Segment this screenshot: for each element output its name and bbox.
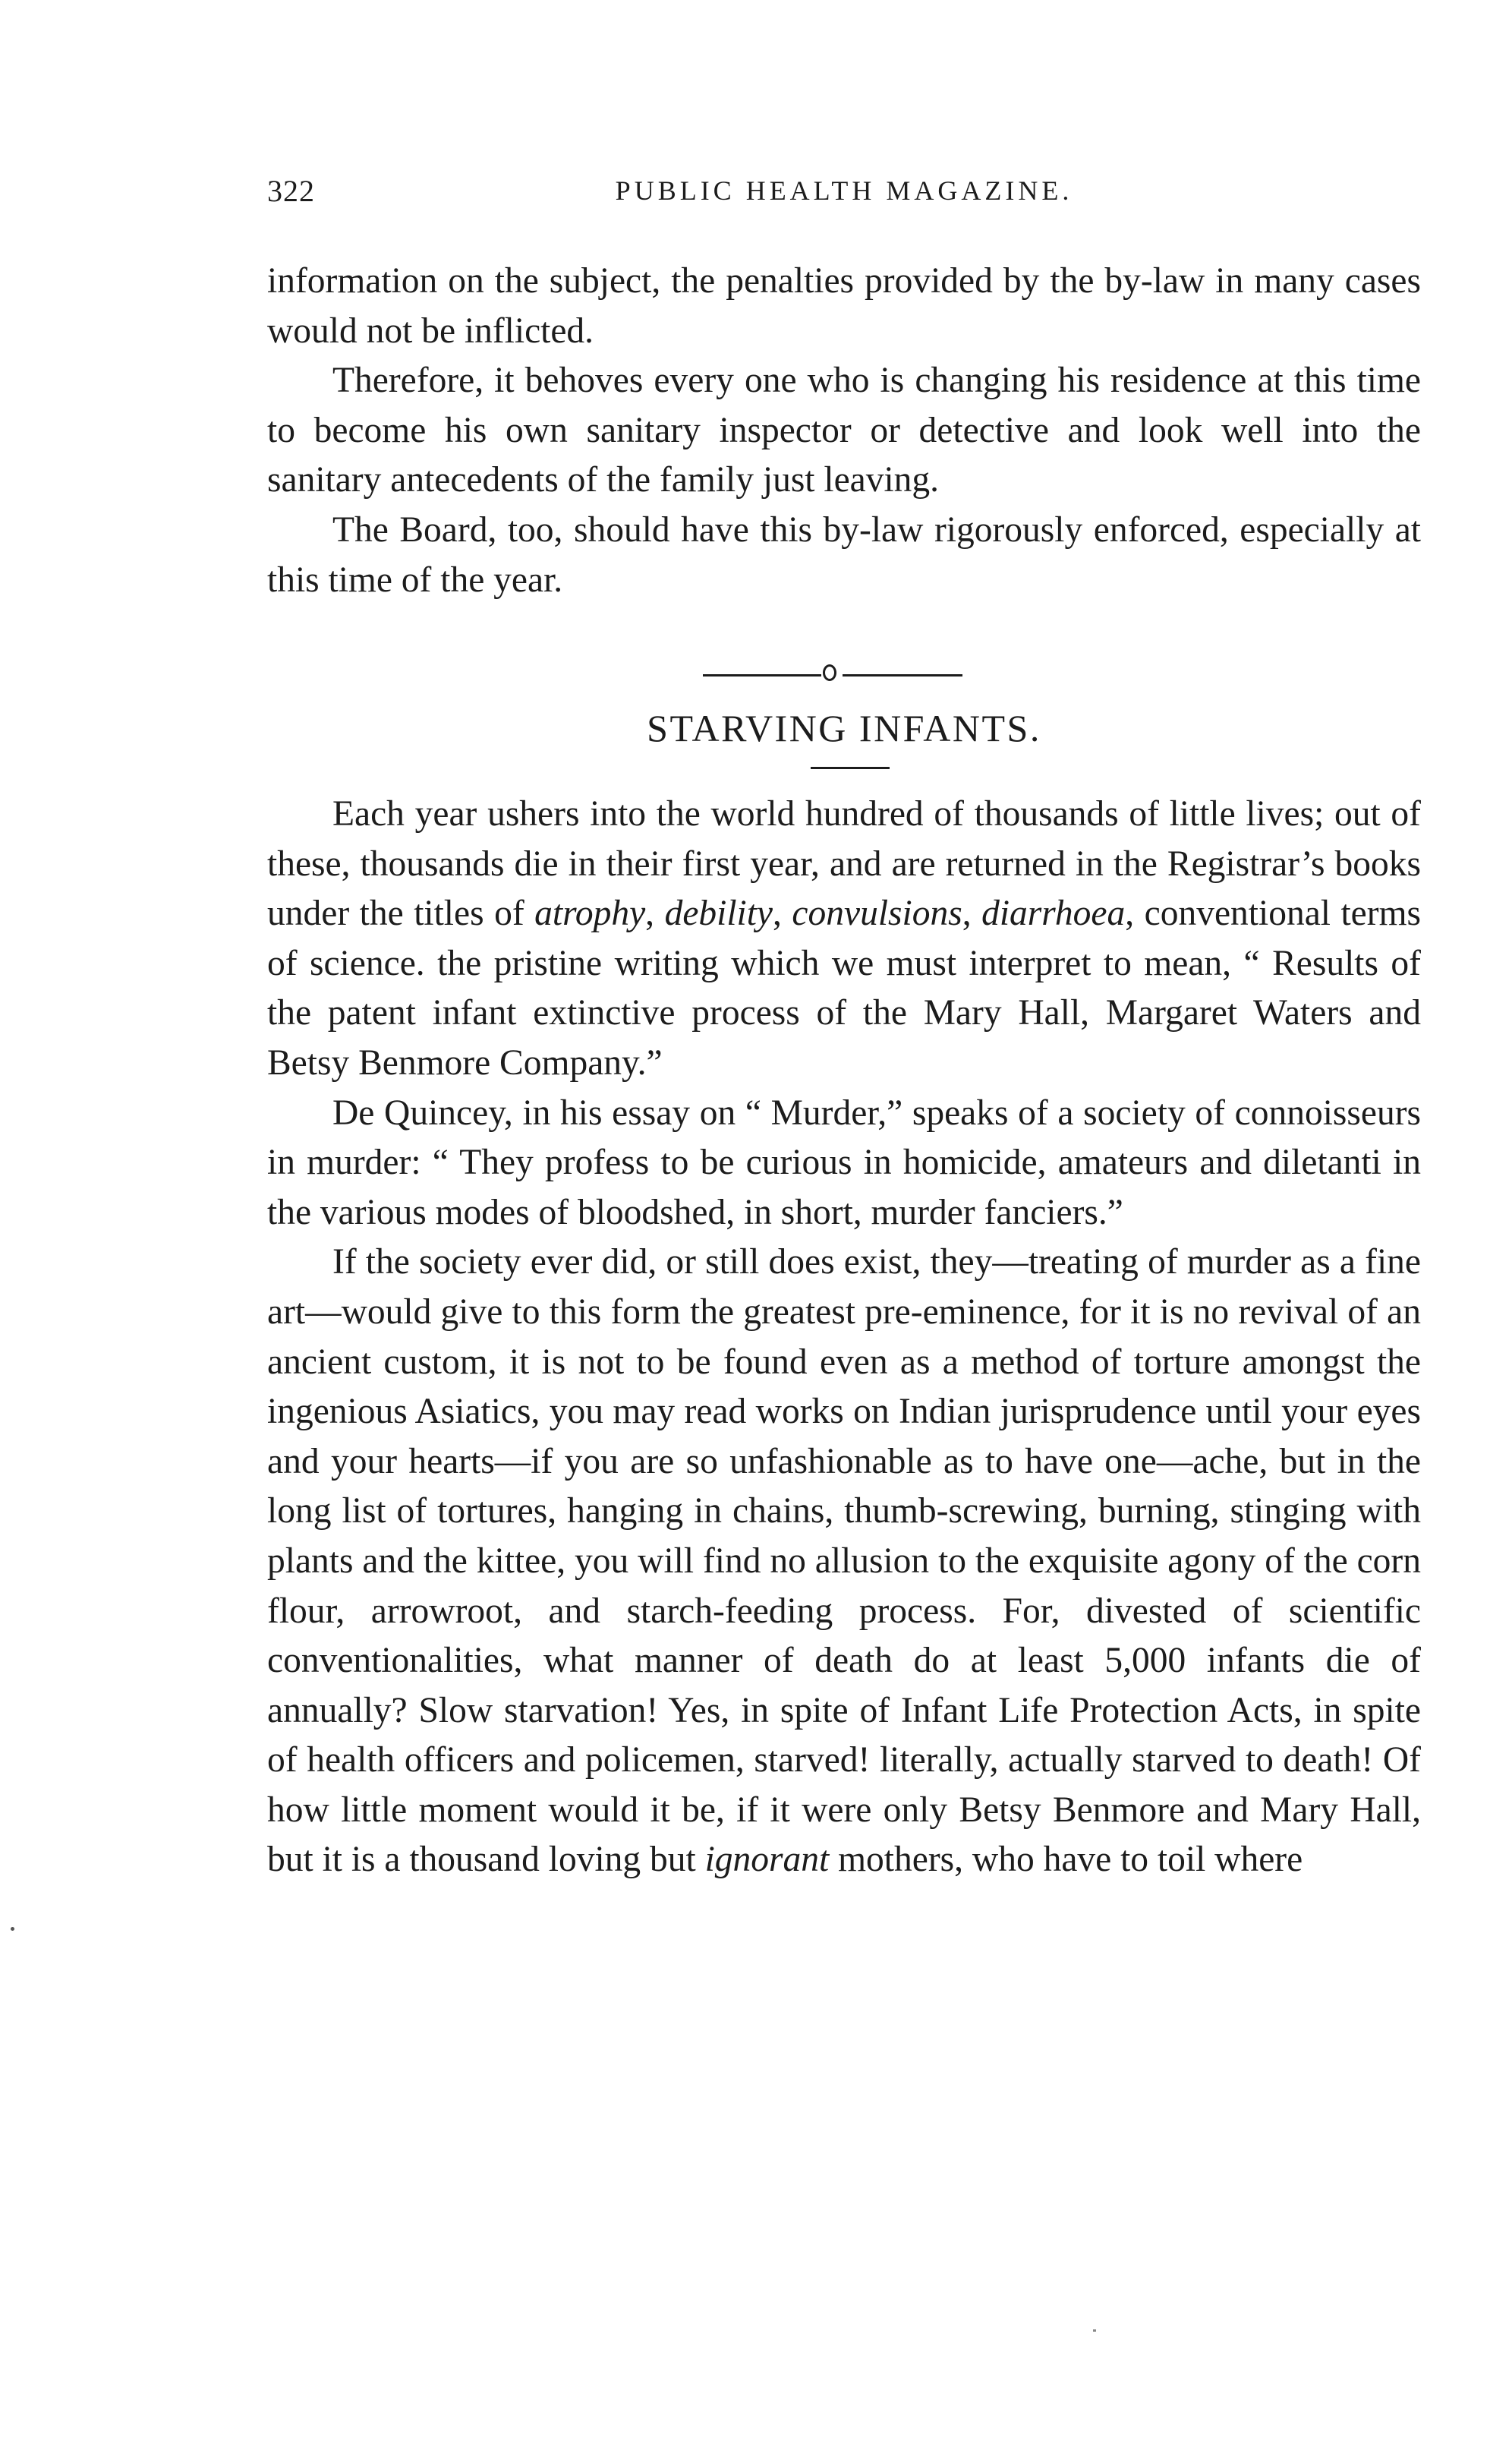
article-paragraph — [267, 1238, 1421, 1885]
running-head — [267, 173, 1421, 219]
paragraph-text: , conventional terms of science. the pristine writing which we must interpret to mean, “ Results of the patent infant extinctive process of the Mary Hall, Margaret Waters and Betsy Benmore Company.” — [267, 894, 1422, 1083]
margin-speck — [11, 1927, 14, 1931]
article-paragraph: De Quincey, in his essay on “ Murder,” speaks of a society of connoisseurs in murder: “ They profess to be curious in homicide, amateurs and diletanti in the various modes of bloodshed, in short, murder fanciers.” — [267, 1093, 1421, 1232]
article-body — [267, 790, 1421, 1885]
italic-term: debility — [664, 894, 773, 934]
section-title: STARVING INFANTS. — [647, 707, 1041, 749]
paragraph-text: , — [773, 894, 792, 934]
title-underline-rule — [811, 767, 890, 769]
paragraph-text: mothers, who have to toil where — [829, 1840, 1303, 1880]
continuation-paragraph: Therefore, it behoves every one who is changing his residence at this time to become his own sanitary inspector or detective and look well into the sanitary antecedents of the family just leaving. — [267, 361, 1421, 500]
paragraph-text: , — [645, 894, 665, 934]
paragraph-text: If the society ever did, or still does exist, they—treating of murder as a fine art—would give to this form the greatest pre-eminence, for it is no revival of an ancient custom, it is not to be found even as a method of torture amongst the ingenious Asiatics, you may read works on Indian jurisprudence until your eyes and your hearts—if you are so unfashionable as to have one—ache, but in the long list of tortures, hanging in chains, thumb-screwing, burning, stinging with plants and the kittee, you will find no allusion to the exquisite agony of the corn flour, arrowroot, and starch-feeding process. For, divested of scientific conventionalities, what manner of death do at least 5,000 infants die of annually? Slow starvation! Yes, in spite of Infant Life Protection Acts, in spite of health officers and policemen, starved! literally, actually starved to death! Of how little moment would it be, if it were only Betsy Benmore and Mary Hall, but it is a thousand loving but — [267, 1242, 1421, 1880]
margin-speck — [1093, 2329, 1096, 2332]
continuation-paragraph: The Board, too, should have this by-law rigorously enforced, especially at this time of the year. — [267, 509, 1421, 600]
section-ornament — [267, 659, 1421, 689]
ornament-rule-left — [703, 674, 821, 676]
paragraph-text: , — [962, 894, 982, 934]
article-paragraph — [267, 790, 1421, 1089]
italic-term: convulsions — [792, 894, 962, 934]
page-number: 322 — [267, 174, 315, 208]
italic-term: atrophy — [534, 894, 646, 934]
ornament-circle-icon — [823, 664, 836, 681]
running-title: PUBLIC HEALTH MAGAZINE. — [615, 175, 1073, 206]
continuation-text — [267, 257, 1421, 605]
paragraph-text: Each year ushers into the world hundred of thousands of little lives; out of these, thousands die in their first year, and are returned in the Registrar’s books under the titles of — [267, 794, 1421, 934]
continuation-paragraph: information on the subject, the penalties provided by the by-law in many cases would not be inflicted. — [267, 261, 1421, 351]
italic-term: diarrhoea — [981, 894, 1126, 934]
italic-term: ignorant — [704, 1840, 830, 1880]
ornament-rule-right — [843, 674, 962, 676]
